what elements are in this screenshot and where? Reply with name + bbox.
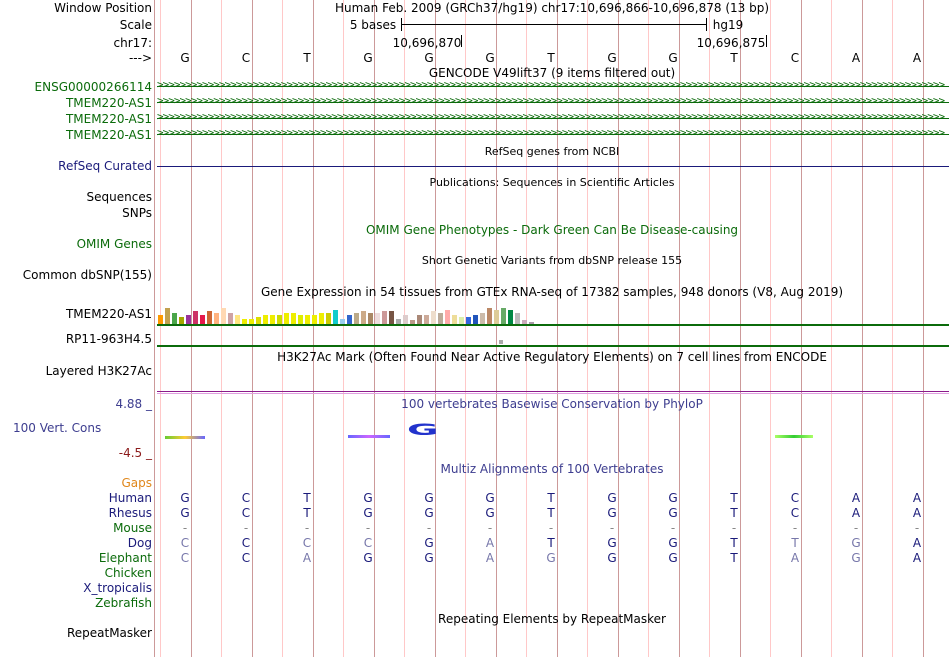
strand-arrows: >>>>>>>>>>>>>>>>>>>>>>>>>>>>>>>>>>>>>>>>>>>>>>>>>>>>>>>>>>>>>>>>>>>>>>>>>>>>>>>>>>>>>>>>>>>>>>>>>>>>>>>>>>>>>>>>>>>>>>>>>>>>>>>>>>>>>>>>>>>> [157, 129, 945, 139]
gtex-tissue-bar[interactable] [333, 310, 338, 324]
alignment-base: G [607, 506, 617, 520]
alignment-base: T [547, 491, 555, 505]
gene-feature[interactable] [157, 113, 949, 125]
gtex-tissue-bar[interactable] [508, 310, 513, 324]
alignment-base: T [303, 491, 311, 505]
dbsnp-label[interactable]: Common dbSNP(155) [22, 268, 152, 282]
alignment-base: G [668, 551, 678, 565]
gtex-tissue-bar[interactable] [179, 317, 184, 324]
gencode-title[interactable]: GENCODE V49lift37 (9 items filtered out) [428, 66, 676, 80]
gtex-tissue-bar[interactable] [438, 313, 443, 324]
gtex-tissue-bar[interactable] [277, 315, 282, 324]
gtex-tissue-bar[interactable] [431, 311, 436, 324]
gtex-tissue-bar[interactable] [207, 311, 212, 324]
gtex-tissue-bar[interactable] [515, 313, 520, 324]
alignment-base: A [851, 506, 861, 520]
alignment-base: G [668, 536, 678, 550]
alignment-base: T [730, 536, 738, 550]
gtex-tissue-bar[interactable] [347, 315, 352, 324]
gtex-small-bar[interactable] [499, 340, 503, 344]
h3k27ac-signal-line[interactable] [157, 391, 949, 392]
alignment-base: C [302, 536, 312, 550]
gtex-tissue-bar[interactable] [424, 315, 429, 324]
sequence-base: G [424, 51, 434, 65]
gtex-tissue-bar[interactable] [305, 315, 310, 324]
strand-arrows: >>>>>>>>>>>>>>>>>>>>>>>>>>>>>>>>>>>>>>>>>>>>>>>>>>>>>>>>>>>>>>>>>>>>>>>>>>>>>>>>>>>>>>>>>>>>>>>>>>>>>>>>>>>>>>>>>>>>>>>>>>>>>>>>>>>>>>>>>>>> [157, 113, 945, 123]
sequence-base: G [485, 51, 495, 65]
conservation-logo-t [775, 435, 813, 438]
species-mouse[interactable]: Mouse [113, 521, 152, 535]
gtex-tissue-bar[interactable] [389, 311, 394, 324]
gtex-tissue-bar[interactable] [494, 310, 499, 324]
alignment-base: G [180, 491, 190, 505]
alignment-base: T [791, 536, 799, 550]
gencode-item-ensg00000266114[interactable]: ENSG00000266114 [34, 80, 152, 94]
conservation-logo-c [348, 435, 390, 438]
gtex-tissue-bar[interactable] [298, 315, 303, 324]
alignment-base: T [730, 491, 738, 505]
gtex-tissue-bar[interactable] [403, 315, 408, 324]
publications-title[interactable]: Publications: Sequences in Scientific Articles [429, 176, 675, 189]
strand-arrows: >>>>>>>>>>>>>>>>>>>>>>>>>>>>>>>>>>>>>>>>>>>>>>>>>>>>>>>>>>>>>>>>>>>>>>>>>>>>>>>>>>>>>>>>>>>>>>>>>>>>>>>>>>>>>>>>>>>>>>>>>>>>>>>>>>>>>>>>>>>> [157, 81, 945, 91]
alignment-base: A [851, 491, 861, 505]
alignment-base: G [546, 551, 556, 565]
gene-feature[interactable] [157, 81, 949, 93]
conservation-ymax: 4.88 _ [115, 397, 152, 411]
sequence-base: C [790, 51, 800, 65]
sequence-base: T [730, 51, 738, 65]
sequence-base: A [912, 51, 922, 65]
gtex-tissue-bar[interactable] [256, 317, 261, 324]
gtex-tissue-bar[interactable] [382, 311, 387, 324]
alignment-base: C [790, 506, 800, 520]
coord-right-tick [766, 35, 767, 47]
conservation-logo-glyph: G [407, 420, 439, 439]
window-position-text: Human Feb. 2009 (GRCh37/hg19) chr17:10,696,866-10,696,878 (13 bp) [334, 1, 770, 15]
alignment-base: T [547, 536, 555, 550]
scale-bar-left-tick [401, 18, 402, 31]
alignment-base: G [851, 551, 861, 565]
alignment-base: G [424, 506, 434, 520]
strand-arrows: >>>>>>>>>>>>>>>>>>>>>>>>>>>>>>>>>>>>>>>>>>>>>>>>>>>>>>>>>>>>>>>>>>>>>>>>>>>>>>>>>>>>>>>>>>>>>>>>>>>>>>>>>>>>>>>>>>>>>>>>>>>>>>>>>>>>>>>>>>>> [157, 97, 945, 107]
gtex-tissue-bar[interactable] [228, 313, 233, 324]
alignment-base: - [304, 521, 310, 535]
alignment-base: G [363, 491, 373, 505]
gtex-tissue-bar[interactable] [361, 311, 366, 324]
alignment-base: - [792, 521, 798, 535]
alignment-base: - [853, 521, 859, 535]
alignment-base: G [424, 551, 434, 565]
alignment-base: - [243, 521, 249, 535]
alignment-base: - [487, 521, 493, 535]
refseq-feature[interactable] [157, 166, 949, 167]
gtex-tissue-bar[interactable] [354, 313, 359, 324]
species-rhesus[interactable]: Rhesus [108, 506, 152, 520]
gencode-item-tmem220-as1[interactable]: TMEM220-AS1 [65, 128, 152, 142]
alignment-base: G [363, 506, 373, 520]
refseq-title[interactable]: RefSeq genes from NCBI [484, 145, 620, 158]
repeatmasker-label[interactable]: RepeatMasker [66, 626, 152, 640]
scale-text: 5 bases [349, 18, 397, 32]
conservation-label[interactable]: 100 Vert. Cons [13, 421, 102, 435]
gtex-tissue-bar[interactable] [312, 315, 317, 324]
gencode-item-tmem220-as1[interactable]: TMEM220-AS1 [65, 112, 152, 126]
omim-label[interactable]: OMIM Genes [76, 237, 152, 251]
species-x-tropicalis[interactable]: X_tropicalis [83, 581, 152, 595]
gtex-tissue-bar[interactable] [270, 315, 275, 324]
gtex-tissue-bar[interactable] [235, 315, 240, 324]
conservation-logo-g [165, 436, 205, 439]
alignment-base: - [426, 521, 432, 535]
alignment-base: T [730, 551, 738, 565]
gtex-tissue-bar[interactable] [291, 313, 296, 324]
alignment-base: A [790, 551, 800, 565]
multiz-gaps-label[interactable]: Gaps [121, 476, 152, 490]
gencode-item-tmem220-as1[interactable]: TMEM220-AS1 [65, 96, 152, 110]
window-position-label: Window Position [54, 1, 152, 15]
alignment-base: A [302, 551, 312, 565]
gtex-tissue-bar[interactable] [263, 315, 268, 324]
alignment-base: - [731, 521, 737, 535]
alignment-base: G [424, 491, 434, 505]
alignment-base: C [363, 536, 373, 550]
alignment-base: A [912, 506, 922, 520]
alignment-base: T [547, 506, 555, 520]
gtex-tissue-bar[interactable] [459, 317, 464, 324]
alignment-base: G [485, 491, 495, 505]
alignment-base: G [180, 506, 190, 520]
gtex-tissue-bar[interactable] [417, 315, 422, 324]
gtex-tissue-bar[interactable] [473, 315, 478, 324]
alignment-base: C [241, 551, 251, 565]
gene-feature[interactable] [157, 129, 949, 141]
chrom-label: chr17: [113, 36, 152, 50]
dbsnp-title[interactable]: Short Genetic Variants from dbSNP release 155 [421, 254, 683, 267]
repeatmasker-title[interactable]: Repeating Elements by RepeatMasker [438, 612, 666, 626]
alignment-base: A [485, 551, 495, 565]
alignment-base: G [607, 551, 617, 565]
gtex-bar-chart[interactable] [157, 302, 557, 324]
label-divider [154, 0, 155, 657]
alignment-base: A [912, 491, 922, 505]
omim-title[interactable]: OMIM Gene Phenotypes - Dark Green Can Be Disease-causing [365, 223, 739, 237]
sequence-base: C [241, 51, 251, 65]
conservation-ymin: -4.5 _ [118, 446, 152, 460]
alignment-base: G [668, 491, 678, 505]
scale-bar-right-tick [706, 18, 707, 31]
coord-left: 10,696,870 [392, 36, 462, 50]
alignment-base: G [424, 536, 434, 550]
alignment-base: - [670, 521, 676, 535]
coord-left-tick [461, 35, 462, 47]
coord-right: 10,696,875 [696, 36, 766, 50]
alignment-base: G [607, 536, 617, 550]
gtex-tissue-bar[interactable] [326, 313, 331, 324]
publications-label[interactable]: Sequences [86, 190, 152, 204]
h3k27ac-label[interactable]: Layered H3K27Ac [45, 364, 152, 378]
gtex-tissue-bar[interactable] [172, 313, 177, 324]
species-human[interactable]: Human [108, 491, 152, 505]
gtex-gene-rp11-963h4.5[interactable]: RP11-963H4.5 [65, 332, 152, 346]
h3k27ac-signal-line[interactable] [157, 393, 949, 394]
assembly-label: hg19 [712, 18, 744, 32]
alignment-base: - [914, 521, 920, 535]
snps-label[interactable]: SNPs [122, 206, 152, 220]
multiz-title[interactable]: Multiz Alignments of 100 Vertebrates [440, 462, 664, 476]
alignment-base: A [912, 536, 922, 550]
gtex-tissue-bar[interactable] [368, 313, 373, 324]
gtex-tissue-bar[interactable] [375, 313, 380, 324]
gtex-tissue-bar[interactable] [445, 310, 450, 324]
alignment-base: - [182, 521, 188, 535]
gtex-tissue-bar[interactable] [221, 308, 226, 324]
gtex-gene-tmem220-as1[interactable]: TMEM220-AS1 [65, 307, 152, 321]
alignment-base: G [607, 491, 617, 505]
h3k27ac-title[interactable]: H3K27Ac Mark (Often Found Near Active Regulatory Elements) on 7 cell lines from ENCODE [277, 350, 827, 364]
alignment-base: C [241, 506, 251, 520]
sequence-base: G [180, 51, 190, 65]
gtex-tissue-bar[interactable] [193, 311, 198, 324]
alignment-base: G [363, 551, 373, 565]
gtex-tissue-bar[interactable] [158, 315, 163, 324]
species-zebrafish[interactable]: Zebrafish [95, 596, 152, 610]
gtex-tissue-bar[interactable] [501, 308, 506, 324]
alignment-base: - [548, 521, 554, 535]
species-chicken[interactable]: Chicken [104, 566, 152, 580]
gtex-tissue-bar[interactable] [319, 313, 324, 324]
sequence-base: T [547, 51, 555, 65]
gtex-tissue-bar[interactable] [186, 315, 191, 324]
alignment-base: C [180, 536, 190, 550]
scale-bar [401, 24, 706, 25]
gtex-tissue-bar[interactable] [466, 317, 471, 324]
alignment-base: C [241, 491, 251, 505]
scale-label: Scale [119, 18, 152, 32]
refseq-label[interactable]: RefSeq Curated [58, 159, 152, 173]
alignment-base: G [851, 536, 861, 550]
gtex-tissue-bar[interactable] [480, 313, 485, 324]
gene-feature[interactable] [157, 97, 949, 109]
strand-label: ---> [128, 51, 152, 65]
gtex-tissue-bar[interactable] [165, 308, 170, 324]
sequence-base: A [851, 51, 861, 65]
gtex-tissue-bar[interactable] [284, 313, 289, 324]
alignment-base: - [365, 521, 371, 535]
gtex-gene-line[interactable] [157, 324, 949, 326]
gtex-tissue-bar[interactable] [214, 313, 219, 324]
gtex-tissue-bar[interactable] [200, 315, 205, 324]
conservation-title[interactable]: 100 vertebrates Basewise Conservation by PhyloP [401, 397, 703, 411]
sequence-base: G [363, 51, 373, 65]
alignment-base: A [485, 536, 495, 550]
gtex-tissue-bar[interactable] [487, 308, 492, 324]
alignment-base: A [912, 551, 922, 565]
sequence-base: T [303, 51, 311, 65]
alignment-base: G [668, 506, 678, 520]
gtex-gene-line[interactable] [157, 345, 949, 347]
sequence-base: G [668, 51, 678, 65]
gtex-title[interactable]: Gene Expression in 54 tissues from GTEx RNA-seq of 17382 samples, 948 donors (V8, Aug 2019) [260, 285, 844, 299]
sequence-base: G [607, 51, 617, 65]
alignment-base: C [241, 536, 251, 550]
species-dog[interactable]: Dog [127, 536, 152, 550]
alignment-base: T [730, 506, 738, 520]
species-elephant[interactable]: Elephant [98, 551, 152, 565]
alignment-base: T [303, 506, 311, 520]
alignment-base: C [180, 551, 190, 565]
alignment-base: C [790, 491, 800, 505]
gtex-tissue-bar[interactable] [452, 315, 457, 324]
alignment-base: G [485, 506, 495, 520]
alignment-base: - [609, 521, 615, 535]
